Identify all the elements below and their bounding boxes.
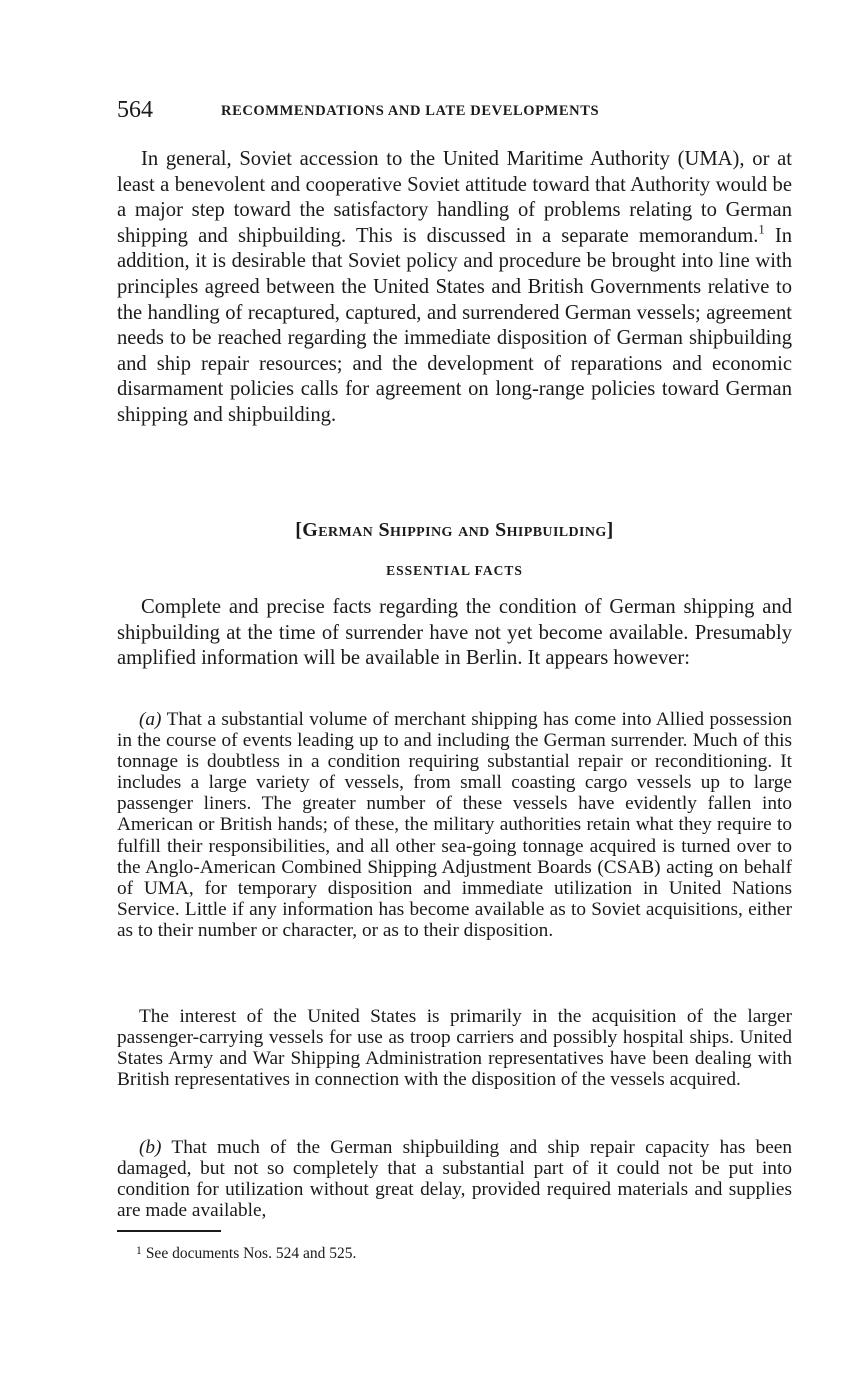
section-title: [German Shipping and Shipbuilding]	[295, 519, 614, 541]
running-title: RECOMMENDATIONS AND LATE DEVELOPMENTS	[221, 103, 600, 119]
page-number: 564	[117, 97, 153, 123]
item-a-text: That a substantial volume of merchant shipping has come into Allied possession in the course of events leading up to and including the German surrender. Much of this tonnage is doubtless in a condition requiring substantial repair or reconditioning. It includes a large variety of vessels, from small coasting cargo vessels up to large passenger liners. The greater number of these vessels have evidently fallen into American or British hands; of these, the military authorities retain what they require to fulfill their responsibilities, and all other sea-going tonnage acquired is turned over to the Anglo-American Combined Shipping Adjustment Boards (CSAB) acting on behalf of UMA, for temporary disposition and immediate utilization in United Nations Service. Little if any information has become available as to Soviet acquisitions, either as to their number or character, or as to their disposition.	[117, 709, 792, 941]
footnote-reference: 1	[758, 222, 765, 237]
intro-paragraph	[117, 147, 792, 429]
footnote-text: See documents Nos. 524 and 525.	[145, 1245, 357, 1263]
page-header	[117, 92, 792, 128]
us-interest-paragraph: The interest of the United States is primarily in the acquisition of the larger passenger-carrying vessels for use as troop carriers and possibly hospital ships. United States Army and War Shipping Administration representatives have been dealing with British representatives in connection with the disposition of the vessels acquired.	[117, 1006, 792, 1091]
facts-intro-paragraph: Complete and precise facts regarding the condition of German shipping and shipbuilding at the time of surrender have not yet become available. Presumably amplified information will be available in Berlin. It appears however:	[117, 596, 792, 670]
item-a-paragraph	[117, 709, 792, 941]
item-b-paragraph	[117, 1137, 792, 1221]
item-b-text: That much of the German shipbuilding and ship repair capacity has been damaged, but not so completely that a substantial part of it could not be put into condition for utilization without great delay, provided required materials and supplies are made available,	[117, 1137, 792, 1222]
intro-paragraph-continuation: In addition, it is desirable that Soviet policy and procedure be brought into line with principles agreed between the United States and British Governments relative to the handling of recaptured, captured, and surrendered German vessels; agreement needs to be reached regarding the immediate disposition of German shipbuilding and ship repair resources; and the development of reparations and economic disarmament policies calls for agreement on long-range policies toward German shipping and shipbuilding.	[117, 224, 792, 426]
footnote	[136, 1241, 356, 1264]
footnote-divider	[117, 1230, 221, 1232]
footnote-mark: 1	[136, 1244, 142, 1257]
subsection-title: ESSENTIAL FACTS	[386, 563, 523, 578]
item-b-marker: (b)	[139, 1137, 162, 1158]
item-a-marker: (a)	[139, 709, 162, 730]
intro-paragraph-text: In general, Soviet accession to the United Maritime Authority (UMA), or at least a benevolent and cooperative Soviet attitude toward that Authority would be a major step toward the satisfactory handling of problems relating to German shipping and shipbuilding. This is discussed in a separate memorandum.	[117, 148, 792, 247]
